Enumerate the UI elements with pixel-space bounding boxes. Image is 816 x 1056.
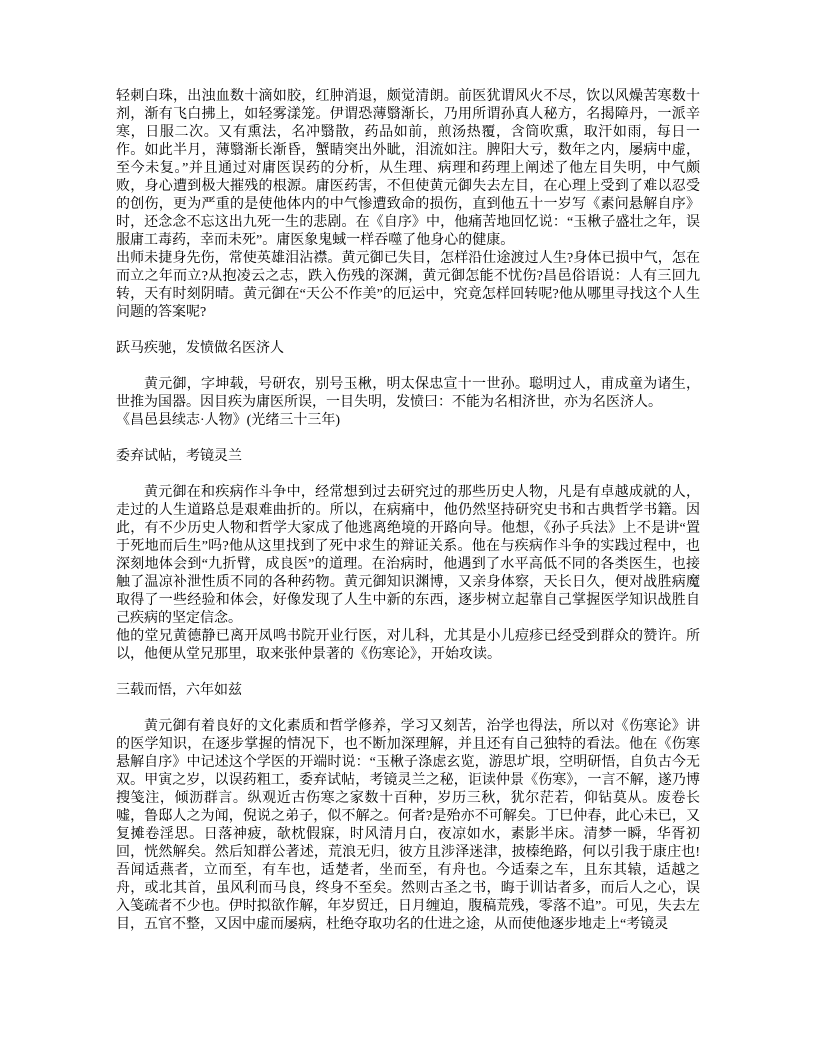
paragraph-misdiagnosis-quote: 轻刺白珠，出浊血数十滴如胶，红肿消退，颇觉清朗。前医犹谓风火不尽，饮以风燥苦寒数十剂，渐有飞白拂上，如轻雾漾笼。伊谓恐薄翳渐长，乃用所谓孙真人秘方，名揭障丹，一派辛寒，日服二次。又有熏法，名冲翳散，药品如前，煎汤热覆，含筒吹熏，取汗如雨，每日一作。如此半月，薄翳渐长渐昏，蟹睛突出外眦，泪流如注。脾阳大亏，数年之内，屡病中虚，至今未复。”并且通过对庸医误药的分析，从生理、病理和药理上阐述了他左目失明，中气颇败，身心遭到极大摧残的根源。庸医药害，不但使黄元御失去左目，在心理上受到了难以忍受的创伤，更为严重的是使他体内的中气惨遭致命的损伤，直到他五十一岁写《素问悬解自序》时，还念念不忘这出九死一生的悲剧。在《自序》中，他痛苦地回忆说：“玉楸子盛壮之年，误服庸工毒药，幸而未死”。庸医象鬼蜮一样吞噬了他身心的健康。: [116, 89, 700, 248]
section-heading-abandon-exams: 委弃试帖，考镜灵兰: [116, 449, 242, 464]
citation-county-annals: 《昌邑县续志·人物》(光绪三十三年): [116, 413, 340, 428]
paragraph-biography-quote: 黄元御，字坤载，号研农，别号玉楸，明太保忠宣十一世孙。聪明过人，甫成童为诸生，世推为国器。因目疾为庸医所误，一目失明，发愤曰：不能为名相济世，亦为名医济人。: [116, 377, 700, 410]
paragraph-cousin-shanghanlun: 他的堂兄黄德静已离开凤鸣书院开业行医，对儿科，尤其是小儿痘疹已经受到群众的赞许。所以，他便从堂兄那里，取来张仲景著的《伤寒论》，开始攻读。: [116, 629, 700, 662]
paragraph-shanghan-study: 黄元御有着良好的文化素质和哲学修养，学习又刻苦，治学也得法，所以对《伤寒论》讲的医学知识，在逐步掌握的情况下，也不断加深理解，并且还有自己独特的看法。他在《伤寒悬解自序》中记述这个学医的开端时说：“玉楸子涤虑玄览，游思圹垠，空明研悟，自负古今无双。甲寅之岁，以误药粗工，委弃试帖，考镜灵兰之秘，讵读仲景《伤寒》，一言不解，遂乃博搜笺注，倾沥群言。纵观近古伤寒之家数十百种，岁历三秋，犹尔茫若，仰钻莫从。废卷长嘘，鲁邸人之为闻，倪说之弟子，似不解之。何者?是殆亦不可解矣。丁巳仲春，此心未已，又复摊卷淫思。日落神疲，欹枕假寐，时风清月白，夜凉如水，素影半床。清梦一瞬，华胥初回，恍然解矣。然后知群公著述，荒浪无归，彼方且涉泽迷津，披榛绝路，何以引我于康庄也!吾闻适燕者，立而至，有车也，适楚者，坐而至，有舟也。今适秦之车，且东其辕，适越之舟，或北其首，虽风利而马良，终身不至矣。然则古圣之书，晦于训诂者多，而后人之心，误入笺疏者不少也。伊时拟欲作解，年岁贸迁，日月缠迫，腹稿荒残，零落不追”。可见，失去左目，五官不整，又因中虚而屡病，杜绝夺取功名的仕进之途，从而使他逐步地走上“考镜灵: [116, 719, 700, 932]
paragraph-illness-struggle: 黄元御在和疾病作斗争中，经常想到过去研究过的那些历史人物，凡是有卓越成就的人，走过的人生道路总是艰难曲折的。所以，在病痛中，他仍然坚持研究史书和古典哲学书籍。因此，有不少历史人物和哲学大家成了他逃离绝境的开路向导。他想，《孙子兵法》上不是讲“置于死地而后生”吗?他从这里找到了死中求生的辩证关系。他在与疾病作斗争的实践过程中，也深刻地体会到“九折臂，成良医”的道理。在治病时，他遇到了水平高低不同的各类医生，也接触了温凉补泄性质不同的各种药物。黄元御知识渊博，又亲身体察，天长日久，便对战胜病魔取得了一些经验和体会，好像发现了人生中新的东西，逐步树立起靠自己掌握医学知识战胜自己疾病的坚定信念。: [116, 485, 700, 626]
paragraph-fate-lament: 出师未捷身先伤，常使英雄泪沾襟。黄元御已失目，怎样沿仕途渡过人生?身体已损中气，怎在而立之年而立?从抱凌云之志，跌入伤残的深渊，黄元御怎能不忧伤?昌邑俗语说：人有三回九转，天有时刻阴晴。黄元御在“天公不作美”的厄运中，究竟怎样回转呢?他从哪里寻找这个人生问题的答案呢?: [116, 251, 700, 320]
section-heading-three-years-insight: 三载而悟，六年如兹: [116, 683, 242, 698]
section-heading-resolve-to-medicine: 跃马疾驰，发愤做名医济人: [116, 341, 284, 356]
